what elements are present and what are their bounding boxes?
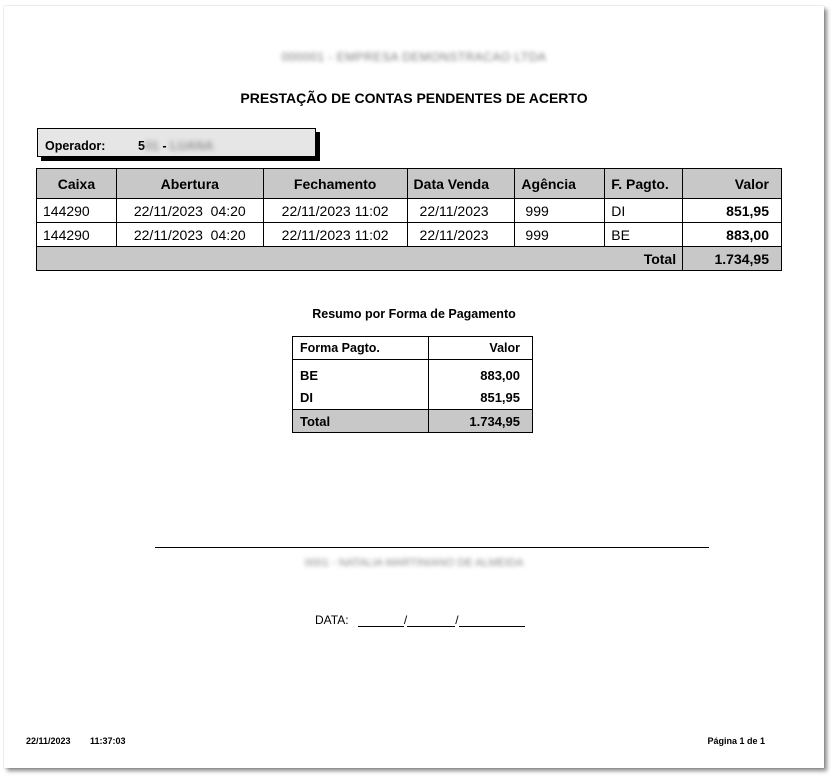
cell-caixa: 144290	[37, 223, 117, 247]
operator-code-hidden: 01	[144, 139, 159, 153]
summary-forma: DI	[293, 387, 429, 410]
cell-data-venda: 22/11/2023	[407, 199, 515, 223]
cell-abertura: 22/11/2023 04:20	[116, 199, 263, 223]
date-separator: /	[403, 613, 408, 627]
cell-f-pagto: BE	[605, 223, 683, 247]
operator-value	[138, 139, 214, 153]
total-value: 1.734,95	[683, 247, 782, 271]
table-row	[37, 199, 782, 223]
footer-date: 22/11/2023	[26, 736, 71, 746]
company-name: 000001 - EMPRESA DEMONSTRACAO LTDA	[281, 50, 547, 64]
cell-fechamento: 22/11/2023 11:02	[263, 223, 407, 247]
date-blank-month	[407, 615, 455, 627]
total-label: Total	[37, 247, 683, 271]
accounts-table	[36, 168, 782, 271]
summary-forma: BE	[293, 360, 429, 387]
cell-caixa: 144290	[37, 199, 117, 223]
date-field	[315, 613, 525, 627]
summary-header-valor: Valor	[429, 337, 533, 360]
date-label: DATA:	[315, 613, 349, 627]
summary-table	[292, 336, 533, 433]
col-header-f-pagto: F. Pagto.	[605, 169, 683, 199]
col-header-agencia: Agência	[515, 169, 605, 199]
footer-time: 11:37:03	[90, 736, 126, 746]
signature-line	[155, 547, 709, 548]
table-header-row	[37, 169, 782, 199]
summary-valor: 883,00	[429, 360, 533, 387]
report-title: PRESTAÇÃO DE CONTAS PENDENTES DE ACERTO	[240, 90, 588, 106]
summary-total-value: 1.734,95	[429, 410, 533, 433]
cell-data-venda: 22/11/2023	[407, 223, 515, 247]
table-row	[37, 223, 782, 247]
col-header-valor: Valor	[683, 169, 782, 199]
col-header-data-venda: Data Venda	[407, 169, 515, 199]
cell-abertura: 22/11/2023 04:20	[116, 223, 263, 247]
cell-agencia: 999	[515, 223, 605, 247]
report-page	[4, 6, 824, 768]
date-separator: /	[455, 613, 459, 627]
summary-row	[293, 360, 533, 387]
summary-total-label: Total	[293, 410, 429, 433]
operator-name-hidden: LUANA	[169, 139, 214, 153]
date-blank-day	[358, 615, 404, 627]
operator-box	[37, 128, 316, 157]
cell-agencia: 999	[515, 199, 605, 223]
signature-name: 0001 - NATALIA MARTINIANO DE ALMEIDA	[304, 557, 524, 569]
cell-valor: 883,00	[683, 223, 782, 247]
cell-valor: 851,95	[683, 199, 782, 223]
col-header-caixa: Caixa	[37, 169, 117, 199]
table-total-row	[37, 247, 782, 271]
summary-title: Resumo por Forma de Pagamento	[312, 307, 516, 321]
summary-valor: 851,95	[429, 387, 533, 410]
col-header-abertura: Abertura	[116, 169, 263, 199]
cell-f-pagto: DI	[605, 199, 683, 223]
date-blank-year	[459, 615, 525, 627]
summary-header-forma: Forma Pagto.	[293, 337, 429, 360]
summary-total-row	[293, 410, 533, 433]
col-header-fechamento: Fechamento	[263, 169, 407, 199]
summary-header-row	[293, 337, 533, 360]
operator-separator: -	[158, 139, 170, 153]
operator-code-prefix: 5	[138, 139, 145, 153]
operator-label: Operador:	[45, 139, 106, 153]
footer-page-number: Página 1 de 1	[707, 736, 765, 746]
cell-fechamento: 22/11/2023 11:02	[263, 199, 407, 223]
summary-row	[293, 387, 533, 410]
